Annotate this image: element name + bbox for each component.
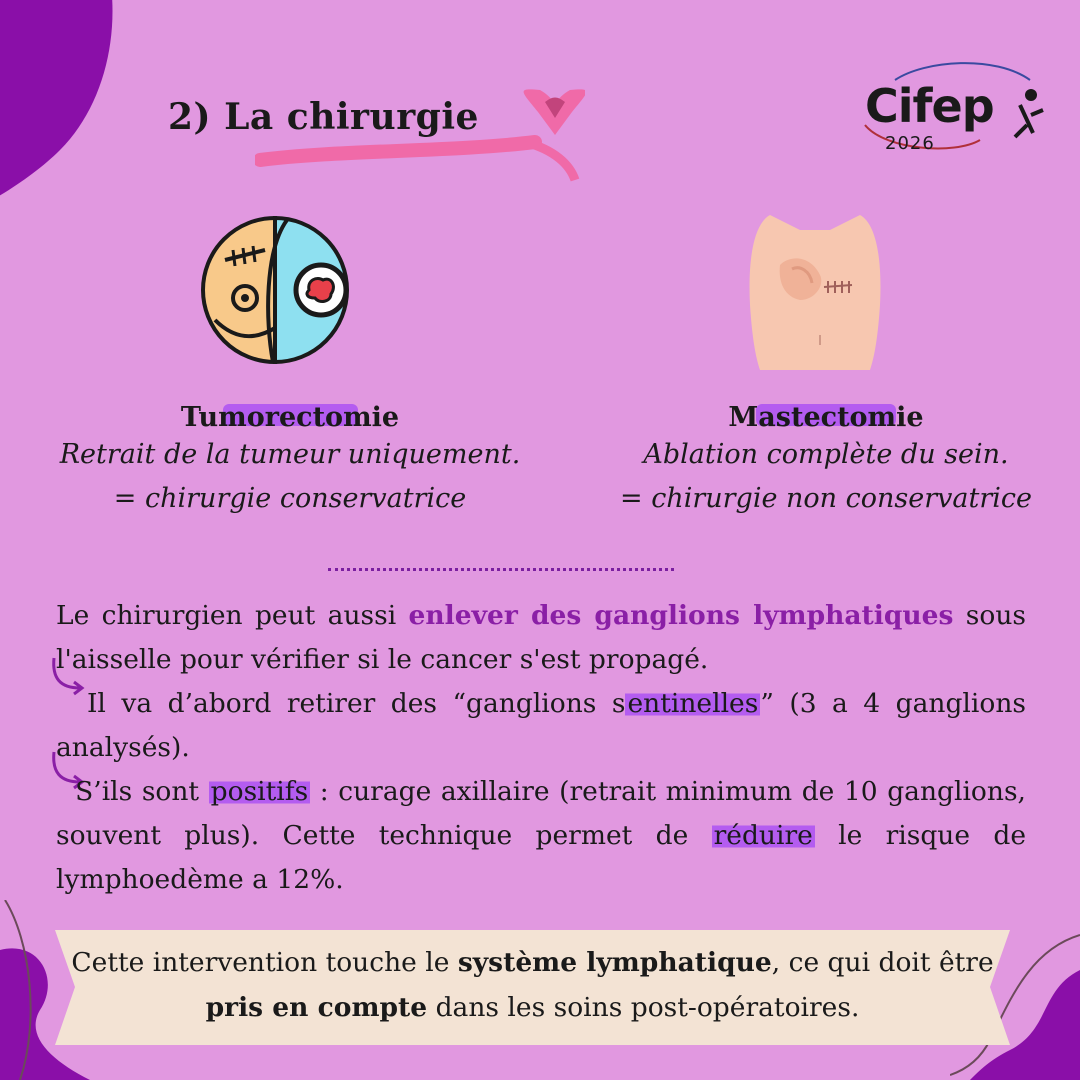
- highlight-positifs: positifs: [210, 776, 309, 807]
- tumorectomie-type: = chirurgie conservatrice: [113, 483, 467, 514]
- mastectomie-description: Ablation complète du sein.: [643, 439, 1009, 470]
- pink-ribbon-icon: [255, 80, 585, 190]
- paragraph-2: Il va d’abord retirer des “ganglions sentinelles” (3 a 4 ganglions analysés).: [56, 688, 1026, 763]
- corner-blob-top-left: [0, 0, 120, 240]
- paragraph-1: Le chirurgien peut aussi enlever des ganglions lymphatiques sous l'aisselle pour vérifier si le cancer s'est propagé.: [56, 600, 1026, 675]
- tumorectomie-description: Retrait de la tumeur uniquement.: [59, 439, 521, 470]
- banner-emphasis-systeme: système lymphatique: [457, 947, 772, 978]
- mastectomie-term: Mastectomie: [728, 402, 924, 433]
- info-banner-text: Cette intervention touche le système lymphatique, ce qui doit être pris en compte dans les soins post-opératoires.: [71, 947, 994, 1023]
- page-title: 2) La chirurgie: [168, 96, 479, 138]
- cifep-logo: [855, 55, 1045, 155]
- mastectomie-section: [556, 402, 1080, 521]
- mastectomie-type: = chirurgie non conservatrice: [619, 483, 1032, 514]
- banner-emphasis-compte: pris en compte: [205, 992, 428, 1023]
- tumorectomie-section: [20, 402, 560, 521]
- breast-tumor-icon: [195, 210, 355, 370]
- torso-scar-icon: [740, 205, 890, 370]
- highlight-reduire: réduire: [713, 820, 813, 851]
- logo-year: 2026: [885, 133, 935, 154]
- logo-name: Cifep: [865, 79, 994, 133]
- paragraph-3: S’ils sont positifs : curage axillaire (retrait minimum de 10 ganglions, souvent plus). Cette technique permet de réduire le risque de lymphoedème a 12%.: [56, 776, 1027, 895]
- tumorectomie-term: Tumorectomie: [180, 402, 400, 433]
- dotted-divider: [328, 568, 674, 571]
- lymph-node-paragraph: [56, 594, 1026, 902]
- emphasis-ganglions: enlever des ganglions lymphatiques: [408, 600, 954, 631]
- highlight-sentinelles: entinelles: [627, 688, 759, 719]
